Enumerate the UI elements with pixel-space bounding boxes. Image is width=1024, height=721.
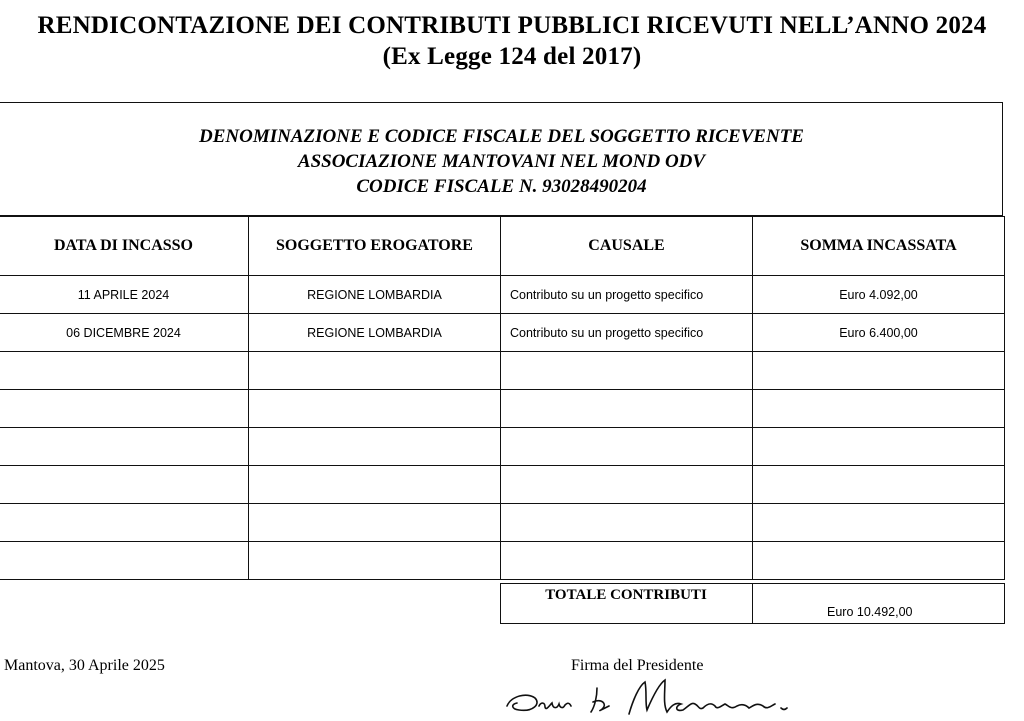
cell-amount	[753, 352, 1005, 390]
table-row	[0, 276, 1005, 314]
table-row	[0, 390, 1005, 428]
cell-date: 11 APRILE 2024	[0, 276, 249, 314]
cell-amount	[753, 466, 1005, 504]
cell-date	[0, 428, 249, 466]
cell-date	[0, 504, 249, 542]
signature-label: Firma del Presidente	[571, 657, 704, 674]
cell-payer	[249, 504, 501, 542]
cell-payer	[249, 352, 501, 390]
president-signature	[505, 676, 825, 721]
cell-reason	[501, 428, 753, 466]
recipient-tax-code: CODICE FISCALE N. 93028490204	[356, 176, 647, 197]
cell-reason: Contributo su un progetto specifico	[501, 276, 753, 314]
table-row	[0, 542, 1005, 580]
total-value: Euro 10.492,00	[827, 605, 913, 619]
table-row	[0, 428, 1005, 466]
place-date: Mantova, 30 Aprile 2025	[4, 657, 165, 674]
column-header-payer: SOGGETTO EROGATORE	[249, 217, 501, 276]
table-header-row	[0, 217, 1005, 276]
cell-date	[0, 542, 249, 580]
recipient-name: ASSOCIAZIONE MANTOVANI NEL MOND ODV	[297, 151, 706, 172]
table-row	[0, 466, 1005, 504]
cell-payer	[249, 542, 501, 580]
document-subtitle: (Ex Legge 124 del 2017)	[382, 43, 642, 70]
cell-payer	[249, 428, 501, 466]
total-label: TOTALE CONTRIBUTI	[545, 587, 707, 603]
table-row	[0, 352, 1005, 390]
cell-payer: REGIONE LOMBARDIA	[249, 314, 501, 352]
cell-date	[0, 466, 249, 504]
column-header-amount: SOMMA INCASSATA	[753, 217, 1005, 276]
cell-reason: Contributo su un progetto specifico	[501, 314, 753, 352]
cell-reason	[501, 542, 753, 580]
document-title: RENDICONTAZIONE DEI CONTRIBUTI PUBBLICI RICEVUTI NELL’ANNO 2024	[37, 12, 987, 39]
cell-reason	[501, 504, 753, 542]
recipient-heading: DENOMINAZIONE E CODICE FISCALE DEL SOGGETTO RICEVENTE	[199, 126, 804, 147]
cell-reason	[501, 390, 753, 428]
cell-amount	[753, 428, 1005, 466]
cell-reason	[501, 352, 753, 390]
contributions-table	[0, 216, 1005, 580]
cell-amount	[753, 504, 1005, 542]
cell-payer	[249, 390, 501, 428]
cell-payer	[249, 466, 501, 504]
table-row	[0, 504, 1005, 542]
table-row	[0, 314, 1005, 352]
cell-date	[0, 352, 249, 390]
cell-amount	[753, 542, 1005, 580]
cell-date: 06 DICEMBRE 2024	[0, 314, 249, 352]
column-header-date: DATA DI INCASSO	[0, 217, 249, 276]
cell-amount	[753, 390, 1005, 428]
cell-date	[0, 390, 249, 428]
total-divider	[752, 583, 753, 624]
cell-amount: Euro 4.092,00	[753, 276, 1005, 314]
cell-payer: REGIONE LOMBARDIA	[249, 276, 501, 314]
cell-reason	[501, 466, 753, 504]
column-header-reason: CAUSALE	[501, 217, 753, 276]
cell-amount: Euro 6.400,00	[753, 314, 1005, 352]
